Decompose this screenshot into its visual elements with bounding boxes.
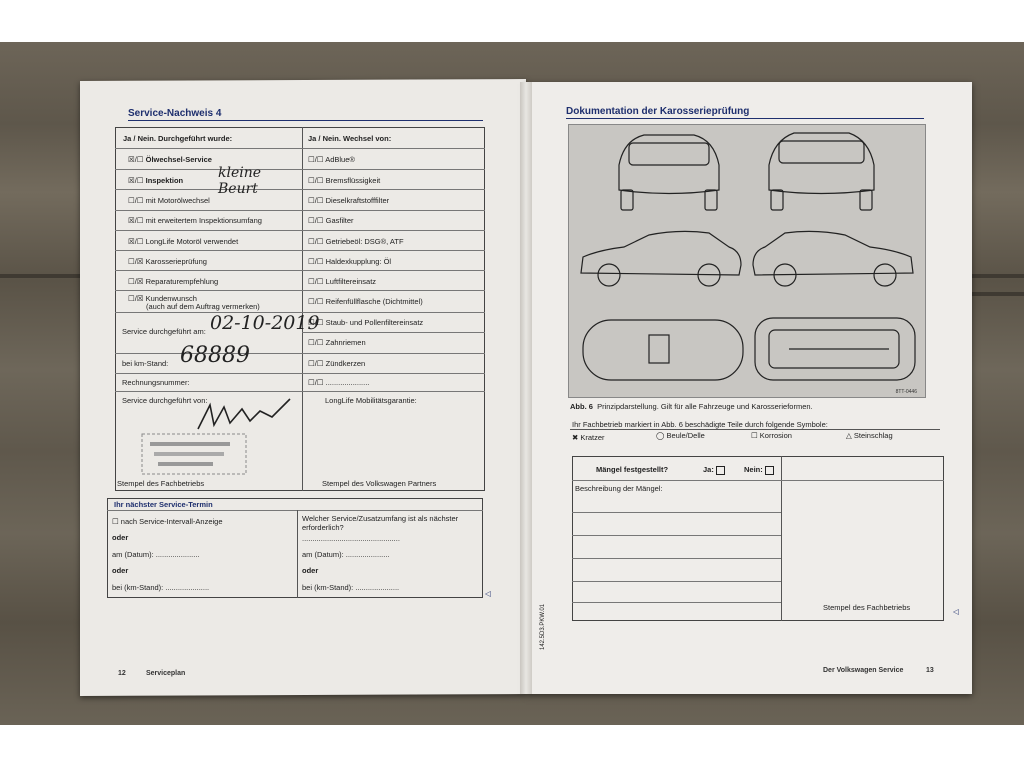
stamp-partner-label: Stempel des Volkswagen Partners	[322, 479, 437, 488]
continue-arrow-icon: ◁	[485, 589, 491, 598]
row-divider	[115, 169, 485, 170]
workshop-stamp	[140, 432, 250, 477]
checkbox-item: ☒/☐ Ölwechsel-Service	[128, 155, 212, 164]
row-divider	[115, 270, 485, 271]
symbol-dent: ◯ Beule/Delle	[656, 431, 705, 440]
row-divider	[572, 535, 781, 536]
checkbox-item: ☒/☐ LongLife Motoröl verwendet	[128, 237, 239, 246]
row-divider	[115, 391, 485, 392]
page-number-left: 12	[118, 670, 126, 677]
side-code: 142.5D3.PKW.01	[540, 603, 546, 650]
symbol-corrosion: ☐ Korrosion	[751, 431, 792, 440]
row-divider	[572, 558, 781, 559]
next-right-line: erforderlich?	[302, 523, 344, 532]
change-item: ☐/☐ Reifenfüllflasche (Dichtmittel)	[308, 297, 423, 306]
service-by-label: Service durchgeführt von:	[122, 396, 208, 405]
change-item: ☐/☐ Zündkerzen	[308, 359, 366, 368]
row-divider	[115, 230, 485, 231]
row-divider	[115, 189, 485, 190]
next-right-line: oder	[302, 566, 319, 575]
next-left-line: bei (km-Stand): .....................	[112, 583, 210, 592]
next-right-line: bei (km-Stand): .....................	[302, 583, 400, 592]
checkbox-item: ☐/☒ Karosserieprüfung	[128, 257, 207, 266]
row-divider	[572, 581, 781, 582]
table-divider	[297, 510, 298, 598]
next-service-title: Ihr nächster Service-Termin	[114, 500, 213, 509]
row-divider	[107, 510, 483, 511]
next-right-line: ...............................................	[302, 534, 400, 543]
row-divider	[115, 148, 485, 149]
title-underline	[128, 120, 483, 121]
description-label: Beschreibung der Mängel:	[575, 484, 663, 493]
row-divider	[115, 250, 485, 251]
right-page-title: Dokumentation der Karosserieprüfung	[566, 106, 750, 117]
change-item: ☐/☐ Dieselkraftstofffilter	[308, 196, 390, 205]
row-divider	[572, 512, 781, 513]
left-page-title: Service-Nachweis 4	[128, 108, 222, 119]
next-left-line: oder	[112, 566, 129, 575]
symbol-scratch: ✖ Kratzer	[572, 433, 605, 442]
row-divider	[115, 353, 485, 354]
next-right-line: Welcher Service/Zusatzumfang ist als nächster	[302, 514, 459, 523]
car-diagram	[568, 124, 926, 398]
booklet-spine	[520, 82, 532, 694]
footer-right: Der Volkswagen Service	[823, 667, 904, 674]
diagram-code: 8TT-0446	[895, 389, 917, 395]
col1-header: Ja / Nein. Durchgeführt wurde:	[123, 134, 233, 143]
stamp-workshop-label: Stempel des Fachbetriebs	[823, 603, 911, 612]
change-item: ☐/☐ Staub- und Pollenfiltereinsatz	[308, 318, 424, 327]
row-divider	[572, 602, 781, 603]
row-divider	[115, 373, 485, 374]
checkbox-item: ☐/☒ Reparaturempfehlung	[128, 277, 219, 286]
symbol-stone-chip: △ Steinschlag	[846, 431, 893, 440]
checkbox-item: ☒/☐ Inspektion	[128, 176, 184, 185]
row-divider	[302, 332, 485, 333]
yes-option: Ja:	[703, 465, 725, 475]
checkbox-item: ☒/☐ mit erweitertem Inspektionsumfang	[128, 216, 262, 225]
change-item: ☐/☐ .....................	[308, 378, 370, 387]
change-item: ☐/☐ Luftfiltereinsatz	[308, 277, 377, 286]
change-item: ☐/☐ Getriebeöl: DSG®, ATF	[308, 237, 404, 246]
checkbox-item-sub: (auch auf dem Auftrag vermerken)	[146, 302, 260, 311]
next-left-line: am (Datum): .....................	[112, 550, 200, 559]
km-label: bei km-Stand:	[122, 359, 169, 368]
change-item: ☐/☐ Gasfilter	[308, 216, 354, 225]
service-date-label: Service durchgeführt am:	[122, 327, 206, 336]
row-divider	[115, 290, 485, 291]
col2-header: Ja / Nein. Wechsel von:	[308, 134, 392, 143]
row-divider	[572, 480, 944, 481]
car-outline-drawing	[569, 125, 925, 397]
checkbox-item: ☐/☒ Kundenwunsch	[128, 294, 197, 303]
instruction-underline	[570, 429, 940, 430]
invoice-label: Rechnungsnummer:	[122, 378, 190, 387]
change-item: ☐/☐ AdBlue®	[308, 155, 355, 164]
change-item: ☐/☐ Zahnriemen	[308, 338, 366, 347]
figure-caption: Abb. 6 Prinzipdarstellung. Gilt für alle Fahrzeuge und Karosserieformen.	[570, 402, 813, 411]
handwritten-note: kleine Beurt	[218, 165, 262, 197]
page-number-right: 13	[926, 667, 934, 674]
defects-question: Mängel festgestellt?	[596, 465, 669, 474]
stamp-workshop-label: Stempel des Fachbetriebs	[117, 479, 205, 488]
no-checkbox	[765, 466, 774, 475]
next-left-line: ☐ nach Service-Intervall-Anzeige	[112, 517, 223, 526]
service-date-handwritten: 02-10-2019	[210, 312, 320, 334]
km-handwritten: 68889	[180, 343, 250, 368]
longlife-label: LongLife Mobilitätsgarantie:	[325, 396, 417, 405]
next-right-line: am (Datum): .....................	[302, 550, 390, 559]
continue-arrow-icon: ◁	[953, 607, 959, 616]
yes-checkbox	[716, 466, 725, 475]
no-option: Nein:	[744, 465, 774, 475]
footer-left: Serviceplan	[146, 670, 186, 677]
title-underline	[566, 118, 924, 119]
change-item: ☐/☐ Bremsflüssigkeit	[308, 176, 381, 185]
next-left-line: oder	[112, 533, 129, 542]
change-item: ☐/☐ Haldexkupplung: Öl	[308, 257, 392, 266]
instruction-text: Ihr Fachbetrieb markiert in Abb. 6 beschädigte Teile durch folgende Symbole:	[572, 420, 828, 429]
table-divider	[302, 127, 303, 491]
row-divider	[115, 210, 485, 211]
checkbox-item: ☐/☐ mit Motorölwechsel	[128, 196, 210, 205]
